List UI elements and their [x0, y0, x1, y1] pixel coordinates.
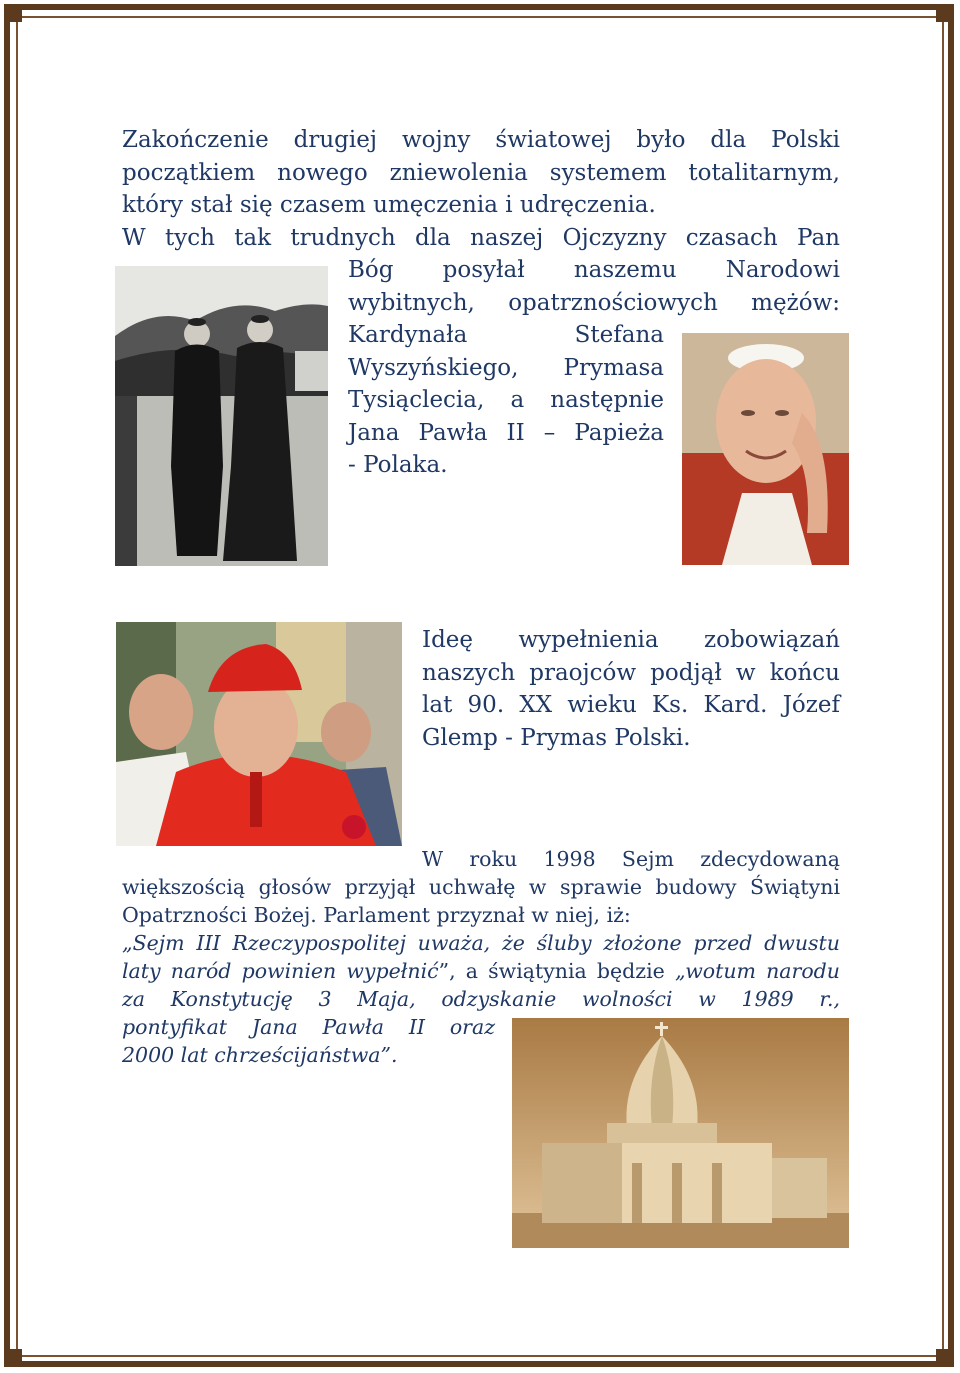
text-line: Opatrzności Bożej. Parlament przyznał w niej, iż: [122, 903, 631, 927]
paragraph-intro [122, 124, 840, 254]
quote-block-end [122, 1013, 495, 1069]
quote-line-mixed [122, 957, 840, 985]
quote-block [122, 929, 840, 1013]
text-line: większością głosów przyjął uchwałę w sprawie budowy Świątyni [122, 875, 840, 899]
text-line: Tysiąclecia, a następnie [348, 387, 664, 413]
quote-line: za Konstytucję 3 Maja, odzyskanie wolności w 1989 r., [122, 987, 840, 1011]
text-line: Kardynała Stefana [348, 322, 664, 348]
text-line: początkiem nowego zniewolenia systemem totalitarnym, [122, 159, 840, 186]
quote-fragment: laty naród powinien wypełnić [122, 959, 439, 983]
quote-line: pontyfikat Jana Pawła II oraz [122, 1015, 495, 1039]
photo-cardinal-glemp [116, 622, 402, 846]
text-line: - Polaka. [348, 452, 448, 478]
paragraph-intro-wrapped [348, 254, 840, 319]
quote-fragment: „wotum narodu [674, 959, 840, 983]
image-temple-of-divine-providence [512, 1018, 849, 1248]
photo-bw-graphic [115, 266, 328, 566]
text-line: Bóg posyłał naszemu Narodowi [348, 257, 840, 283]
temple-render-graphic [512, 1018, 849, 1248]
text-line: W tych tak trudnych dla naszej Ojczyzny czasach Pan [122, 224, 840, 251]
text-line: wybitnych, opatrznościowych mężów: [348, 289, 840, 316]
paragraph-sejm [422, 845, 840, 873]
text-line: naszych praojców podjął w końcu [422, 659, 840, 686]
border-corner-ornament [4, 1349, 22, 1367]
text-line: Ideę wypełnienia zobowiązań [422, 627, 840, 653]
text-line: który stał się czasem umęczenia i udręczenia. [122, 192, 656, 218]
text-line: Jana Pawła II – Papieża [348, 419, 664, 446]
photo-wyszynski-and-wojtyla [115, 266, 328, 566]
paragraph-sejm-continued [122, 873, 840, 929]
quote-fragment: ”, a świątynia będzie [438, 959, 675, 983]
photo-john-paul-ii [682, 333, 849, 565]
quote-line: 2000 lat chrześcijaństwa”. [122, 1043, 398, 1067]
paragraph-intro-narrow [348, 319, 664, 482]
text-line: Wyszyńskiego, Prymasa [348, 354, 664, 381]
border-corner-ornament [4, 4, 22, 22]
photo-portrait-graphic [682, 333, 849, 565]
border-corner-ornament [936, 1349, 954, 1367]
quote-line: „Sejm III Rzeczypospolitej uważa, że śluby złożone przed dwustu [122, 931, 840, 955]
text-line: W roku 1998 Sejm zdecydowaną [422, 847, 840, 871]
text-line: Glemp - Prymas Polski. [422, 724, 691, 751]
paragraph-glemp [422, 624, 840, 754]
photo-cardinal-graphic [116, 622, 402, 846]
border-corner-ornament [936, 4, 954, 22]
text-line: lat 90. XX wieku Ks. Kard. Józef [422, 692, 840, 718]
text-line: Zakończenie drugiej wojny światowej było dla Polski [122, 127, 840, 153]
